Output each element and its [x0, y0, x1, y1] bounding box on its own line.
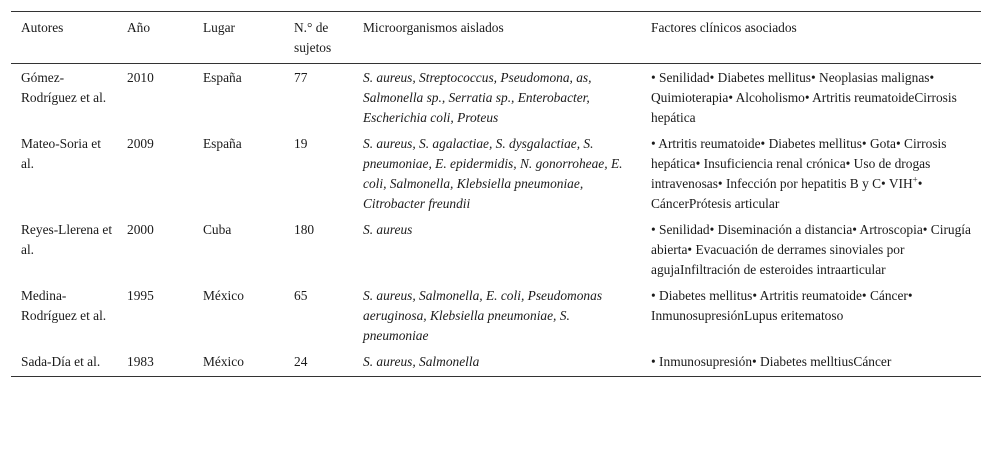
cell-factores: • Diabetes mellitus• Artritis reumatoide• Cáncer• InmunosupresiónLupus eritematoso	[651, 288, 913, 323]
header-sujetos: N.° de sujetos	[284, 12, 353, 64]
cell-autores: Mateo-Soria et al.	[21, 136, 101, 171]
table-row	[11, 130, 981, 216]
cell-anio: 1995	[127, 288, 154, 303]
cell-autores: Medina-Rodríguez et al.	[21, 288, 107, 323]
cell-factores: • Senilidad• Diseminación a distancia• Artroscopia• Cirugía abierta• Evacuación de derrames sinoviales por agujaInfiltración de esteroides intraarticular	[651, 222, 971, 277]
cell-sujetos: 65	[294, 288, 308, 303]
cell-factores	[641, 130, 981, 216]
cell-microorganismos: S. aureus, Streptococcus, Pseudomona, as, Salmonella sp., Serratia sp., Enterobacter, Escherichia coli, Proteus	[363, 70, 592, 125]
table-row	[11, 282, 981, 348]
header-factores: Factores clínicos asociados	[641, 12, 981, 64]
cell-factores: • Inmunosupresión• Diabetes melltiusCáncer	[641, 348, 981, 377]
factores-text-a: • Artritis reumatoide• Diabetes mellitus• Gota• Cirrosis hepática• Insuficiencia renal crónica• Uso de drogas intravenosas• Infección por hepatitis B y C• VIH	[651, 136, 947, 191]
header-autores: Autores	[11, 12, 117, 64]
factores-text-b: • CáncerPrótesis articular	[651, 176, 923, 211]
cell-factores: • Senilidad• Diabetes mellitus• Neoplasias malignas• Quimioterapia• Alcoholismo• Artritis reumatoideCirrosis hepática	[651, 70, 957, 125]
table-row	[11, 216, 981, 282]
cell-microorganismos: S. aureus, S. agalactiae, S. dysgalactiae, S. pneumoniae, E. epidermidis, N. gonorroheae, E. coli, Salmonella, Klebsiella pneumoniae, Citrobacter freundii	[363, 136, 623, 211]
cell-sujetos: 180	[294, 222, 315, 237]
header-microorganismos: Microorganismos aislados	[353, 12, 641, 64]
cell-sujetos: 19	[294, 136, 308, 151]
studies-table	[11, 11, 981, 377]
cell-sujetos: 77	[294, 70, 308, 85]
header-anio: Año	[117, 12, 193, 64]
cell-lugar: España	[203, 136, 242, 151]
table-row	[11, 348, 981, 377]
cell-microorganismos: S. aureus, Salmonella, E. coli, Pseudomonas aeruginosa, Klebsiella pneumoniae, S. pneumoniae	[363, 288, 603, 343]
cell-anio: 2000	[127, 222, 154, 237]
cell-lugar: España	[203, 70, 242, 85]
cell-autores: Reyes-Llerena et al.	[21, 222, 113, 257]
factores-superscript: +	[912, 174, 918, 185]
cell-lugar: México	[203, 288, 244, 303]
cell-anio: 2009	[127, 136, 154, 151]
cell-autores: Gómez-Rodríguez et al.	[21, 70, 107, 105]
cell-autores: Sada-Día et al.	[11, 348, 117, 377]
cell-anio: 2010	[127, 70, 154, 85]
cell-microorganismos: S. aureus	[363, 222, 413, 237]
header-lugar: Lugar	[193, 12, 284, 64]
cell-anio: 1983	[117, 348, 193, 377]
table-row	[11, 64, 981, 131]
cell-lugar: Cuba	[203, 222, 232, 237]
cell-sujetos: 24	[284, 348, 353, 377]
table-container	[11, 11, 981, 377]
cell-microorganismos: S. aureus, Salmonella	[353, 348, 641, 377]
cell-lugar: México	[193, 348, 284, 377]
header-row	[11, 12, 981, 64]
